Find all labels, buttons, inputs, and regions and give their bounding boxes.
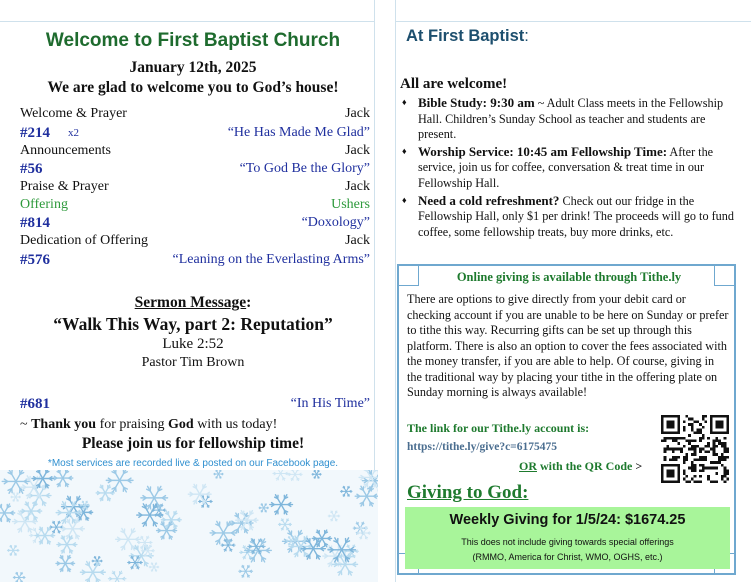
announcement-heading: Bible Study: 9:30 am: [418, 95, 535, 110]
announcements-list: [400, 95, 735, 241]
announcement-text: Check out our fridge in the Fellowship Hall, only $1 per drink! The proceeds will go to fund coffee, some fellowship treats, buy more drinks, etc.: [418, 193, 734, 239]
sermon-title: “Walk This Way, part 2: Reputation”: [53, 314, 333, 334]
qr-text: with the QR Code: [537, 459, 636, 473]
announcement-item: [400, 144, 735, 192]
online-giving-box: [397, 264, 736, 575]
weekly-giving-note: [405, 535, 730, 565]
facebook-note: *Most services are recorded live & posted on our Facebook page.: [47, 458, 339, 469]
qr-code-caption: [519, 459, 642, 474]
right-title-text: At First Baptist: [406, 27, 525, 45]
scripture-reference: Luke 2:52: [162, 336, 224, 352]
order-row: [20, 143, 370, 162]
right-panel-title: [406, 27, 529, 46]
hymn-title: “Leaning on the Everlasting Arms”: [172, 252, 370, 267]
hymn-title: “He Has Made Me Glad”: [227, 125, 370, 140]
qr-or: OR: [519, 459, 537, 473]
welcome-title: Welcome to First Baptist Church: [45, 30, 341, 51]
thank-you-line: [20, 417, 277, 433]
box-corner-tl: [397, 264, 419, 286]
order-item-left: Welcome & Prayer: [20, 106, 127, 121]
order-item-right: Jack: [345, 179, 370, 194]
thanks-middle: for praising: [96, 417, 168, 432]
hymn-number: #576: [20, 252, 50, 268]
announcement-heading: Need a cold refreshment?: [418, 192, 560, 208]
snowflake-decoration: [0, 470, 378, 582]
weekly-note-line-1: This does not include giving towards special offerings: [461, 537, 674, 547]
order-row: [20, 179, 370, 198]
order-row: [20, 252, 370, 271]
qr-arrow: >: [635, 459, 643, 473]
order-item-left: Offering: [20, 197, 68, 212]
order-row: [20, 197, 370, 216]
announcement-item: [400, 193, 735, 241]
welcome-message: We are glad to welcome you to God’s house!: [47, 79, 339, 96]
announcement-text: ~ Adult Class meets in the Fellowship Hall. Children’s Sunday School as teacher and students are present.: [418, 96, 724, 142]
hymn-repeat: x2: [68, 127, 79, 139]
sermon-label: Sermon Message: [134, 294, 247, 311]
thanks-prefix: ~: [20, 417, 32, 432]
order-item-right: Jack: [345, 233, 370, 248]
order-item-right: Jack: [345, 106, 370, 121]
column-guide-right: [395, 0, 396, 582]
announcement-text: After the service, join us for coffee, conversation & treat time in our Fellowship Hall.: [418, 144, 714, 190]
order-row: [20, 215, 370, 234]
thanks-bold: Thank you: [31, 417, 97, 432]
service-date: January 12th, 2025: [129, 59, 257, 76]
weekly-giving-total: Weekly Giving for 1/5/24: $1674.25: [449, 512, 686, 528]
online-giving-heading: Online giving is available through Tithe.ly: [456, 270, 682, 284]
order-item-right: Ushers: [331, 197, 370, 212]
order-row: [20, 161, 370, 180]
right-title-colon: :: [524, 27, 529, 45]
closing-hymn-number: #681: [20, 396, 50, 412]
hymn-number: #56: [20, 161, 43, 177]
fellowship-invite: Please join us for fellowship time!: [81, 435, 305, 452]
hymn-number: #814: [20, 215, 50, 231]
qr-code-icon[interactable]: [661, 415, 729, 483]
weekly-note-line-2: (RMMO, America for Christ, WMO, OGHS, etc.): [472, 552, 663, 562]
sermon-colon: :: [246, 294, 252, 311]
tithely-link-label: The link for our Tithe.ly account is:: [407, 421, 590, 435]
tithely-link[interactable]: https://tithe.ly/give?c=6175475: [407, 441, 557, 453]
order-item-left: Praise & Prayer: [20, 179, 109, 194]
hymn-title: “Doxology”: [301, 215, 370, 230]
hymn-number: #214: [20, 125, 50, 141]
order-row: [20, 125, 370, 144]
order-item-right: Jack: [345, 143, 370, 158]
order-item-left: Dedication of Offering: [20, 233, 149, 248]
thanks-end: with us today!: [193, 417, 278, 432]
closing-hymn-title: “In His Time”: [290, 396, 370, 411]
thanks-god: God: [168, 417, 194, 432]
order-row: [20, 233, 370, 252]
announcement-item: [400, 95, 735, 143]
order-row: [20, 106, 370, 125]
all-welcome-heading: All are welcome!: [400, 76, 508, 92]
sermon-heading: [12, 294, 374, 312]
closing-hymn-row: [20, 396, 370, 415]
hymn-title: “To God Be the Glory”: [239, 161, 370, 176]
pastor-name: Pastor Tim Brown: [141, 355, 245, 370]
weekly-giving-panel: [405, 507, 730, 569]
giving-to-god-heading: Giving to God:: [407, 482, 529, 503]
online-giving-description: There are options to give directly from your debit card or checking account if you are unable to be here on Sunday or prefer to tithe this way. Recurring gifts can be set up through this platform. There is also an option to cover the fees associated with the money transfer, if you are able to help. Of course, giving in the traditional way by placing your tithe in the offering plate on Sunday morning is always available!: [407, 292, 729, 399]
announcement-heading: Worship Service: 10:45 am Fellowship Time:: [418, 143, 668, 159]
top-guide-right: [395, 21, 751, 22]
order-item-left: Announcements: [20, 143, 111, 158]
